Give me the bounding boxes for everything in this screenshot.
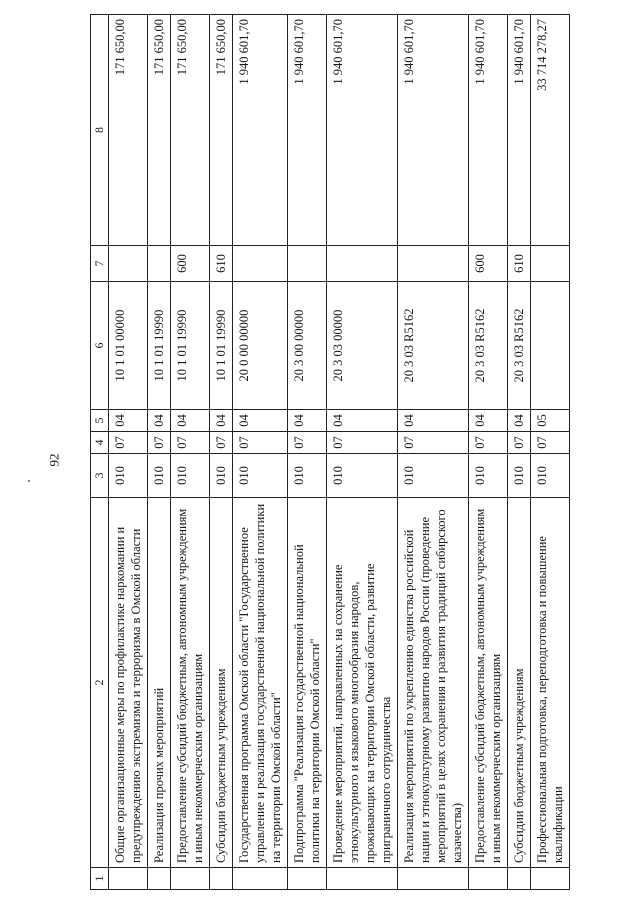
subsection-cell: 04 xyxy=(210,410,233,432)
row-number-cell xyxy=(109,868,148,890)
row-number-cell xyxy=(210,868,233,890)
amount-cell: 171 650,00 xyxy=(210,15,233,246)
subsection-cell: 04 xyxy=(288,410,327,432)
expense-type-cell: 600 xyxy=(469,246,508,282)
item-name-cell: Проведение мероприятий, направленных на сохранение этнокультурного и языкового многообразия народов, проживающих на территории Омской области, развитие приграничного сотрудничества xyxy=(327,498,398,868)
target-article-cell: 20 3 03 R5162 xyxy=(469,282,508,410)
amount-cell: 33 714 278,27 xyxy=(531,15,570,246)
section-cell: 07 xyxy=(469,432,508,454)
table-row xyxy=(233,15,288,890)
ministry-code-cell: 010 xyxy=(109,454,148,498)
page-number: 92 xyxy=(46,453,62,467)
amount-cell: 1 940 601,70 xyxy=(398,15,469,246)
subsection-cell: 04 xyxy=(148,410,171,432)
ministry-code-cell: 010 xyxy=(210,454,233,498)
section-cell: 07 xyxy=(327,432,398,454)
table-row xyxy=(210,15,233,890)
ministry-code-cell: 010 xyxy=(148,454,171,498)
item-name-cell: Реализация прочих мероприятий xyxy=(148,498,171,868)
header-cell: 6 xyxy=(91,282,109,410)
target-article-cell: 10 1 01 19990 xyxy=(148,282,171,410)
target-article-cell: 20 3 03 R5162 xyxy=(398,282,469,410)
section-cell: 07 xyxy=(233,432,288,454)
ministry-code-cell: 010 xyxy=(233,454,288,498)
subsection-cell: 04 xyxy=(171,410,210,432)
expense-type-cell: 610 xyxy=(508,246,531,282)
subsection-cell: 05 xyxy=(531,410,570,432)
row-number-cell xyxy=(531,868,570,890)
section-cell: 07 xyxy=(109,432,148,454)
subsection-cell: 04 xyxy=(398,410,469,432)
section-cell: 07 xyxy=(171,432,210,454)
header-cell: 3 xyxy=(91,454,109,498)
subsection-cell: 04 xyxy=(469,410,508,432)
expense-type-cell xyxy=(288,246,327,282)
ministry-code-cell: 010 xyxy=(398,454,469,498)
ministry-code-cell: 010 xyxy=(469,454,508,498)
ministry-code-cell: 010 xyxy=(508,454,531,498)
table-row xyxy=(469,15,508,890)
subsection-cell: 04 xyxy=(233,410,288,432)
row-number-cell xyxy=(327,868,398,890)
section-cell: 07 xyxy=(148,432,171,454)
section-cell: 07 xyxy=(288,432,327,454)
row-number-cell xyxy=(508,868,531,890)
amount-cell: 1 940 601,70 xyxy=(288,15,327,246)
item-name-cell: Профессиональная подготовка, переподготовка и повышение квалификации xyxy=(531,498,570,868)
ministry-code-cell: 010 xyxy=(171,454,210,498)
table-row xyxy=(398,15,469,890)
section-cell: 07 xyxy=(210,432,233,454)
amount-cell: 1 940 601,70 xyxy=(327,15,398,246)
target-article-cell: 20 3 03 00000 xyxy=(327,282,398,410)
section-cell: 07 xyxy=(398,432,469,454)
expense-type-cell xyxy=(327,246,398,282)
scan-speck xyxy=(28,480,30,482)
row-number-cell xyxy=(469,868,508,890)
ministry-code-cell: 010 xyxy=(288,454,327,498)
item-name-cell: Подпрограмма "Реализация государственной национальной политики на территории Омской области" xyxy=(288,498,327,868)
amount-cell: 1 940 601,70 xyxy=(233,15,288,246)
section-cell: 07 xyxy=(531,432,570,454)
target-article-cell: 20 0 00 00000 xyxy=(233,282,288,410)
row-number-cell xyxy=(171,868,210,890)
target-article-cell: 20 3 00 00000 xyxy=(288,282,327,410)
item-name-cell: Субсидии бюджетным учреждениям xyxy=(508,498,531,868)
table-row xyxy=(327,15,398,890)
amount-cell: 171 650,00 xyxy=(109,15,148,246)
item-name-cell: Общие организационные меры по профилактике наркомании и предупреждению экстремизма и терроризма в Омской области xyxy=(109,498,148,868)
table-row xyxy=(148,15,171,890)
subsection-cell: 04 xyxy=(109,410,148,432)
target-article-cell: 10 1 01 19990 xyxy=(171,282,210,410)
expense-type-cell xyxy=(531,246,570,282)
header-row xyxy=(91,15,109,890)
row-number-cell xyxy=(398,868,469,890)
row-number-cell xyxy=(233,868,288,890)
item-name-cell: Субсидии бюджетным учреждениям xyxy=(210,498,233,868)
section-cell: 07 xyxy=(508,432,531,454)
ministry-code-cell: 010 xyxy=(327,454,398,498)
row-number-cell xyxy=(148,868,171,890)
table-row xyxy=(171,15,210,890)
header-cell: 5 xyxy=(91,410,109,432)
table-row xyxy=(288,15,327,890)
expense-type-cell xyxy=(233,246,288,282)
item-name-cell: Реализация мероприятий по укреплению единства российской нации и этнокультурному развитию народов России (проведение мероприятий в целях сохранения и развития традиций сибирского казачества) xyxy=(398,498,469,868)
header-cell: 8 xyxy=(91,15,109,246)
expense-type-cell: 600 xyxy=(171,246,210,282)
table-row xyxy=(109,15,148,890)
amount-cell: 171 650,00 xyxy=(148,15,171,246)
expense-type-cell xyxy=(148,246,171,282)
table-row xyxy=(531,15,570,890)
budget-table xyxy=(90,14,570,890)
item-name-cell: Государственная программа Омской области "Государственное управление и реализация государственной национальной политики на территории Омской области" xyxy=(233,498,288,868)
subsection-cell: 04 xyxy=(327,410,398,432)
amount-cell: 171 650,00 xyxy=(171,15,210,246)
amount-cell: 1 940 601,70 xyxy=(508,15,531,246)
subsection-cell: 04 xyxy=(508,410,531,432)
item-name-cell: Предоставление субсидий бюджетным, автономным учреждениям и иным некоммерческим организациям xyxy=(171,498,210,868)
header-cell: 7 xyxy=(91,246,109,282)
ministry-code-cell: 010 xyxy=(531,454,570,498)
table-row xyxy=(508,15,531,890)
target-article-cell: 20 3 03 R5162 xyxy=(508,282,531,410)
rotated-page xyxy=(90,15,610,890)
expense-type-cell: 610 xyxy=(210,246,233,282)
header-cell: 4 xyxy=(91,432,109,454)
expense-type-cell xyxy=(109,246,148,282)
amount-cell: 1 940 601,70 xyxy=(469,15,508,246)
row-number-cell xyxy=(288,868,327,890)
item-name-cell: Предоставление субсидий бюджетным, автономным учреждениям и иным некоммерческим организациям xyxy=(469,498,508,868)
header-cell: 1 xyxy=(91,868,109,890)
target-article-cell xyxy=(531,282,570,410)
expense-type-cell xyxy=(398,246,469,282)
header-cell: 2 xyxy=(91,498,109,868)
target-article-cell: 10 1 01 19990 xyxy=(210,282,233,410)
target-article-cell: 10 1 01 00000 xyxy=(109,282,148,410)
